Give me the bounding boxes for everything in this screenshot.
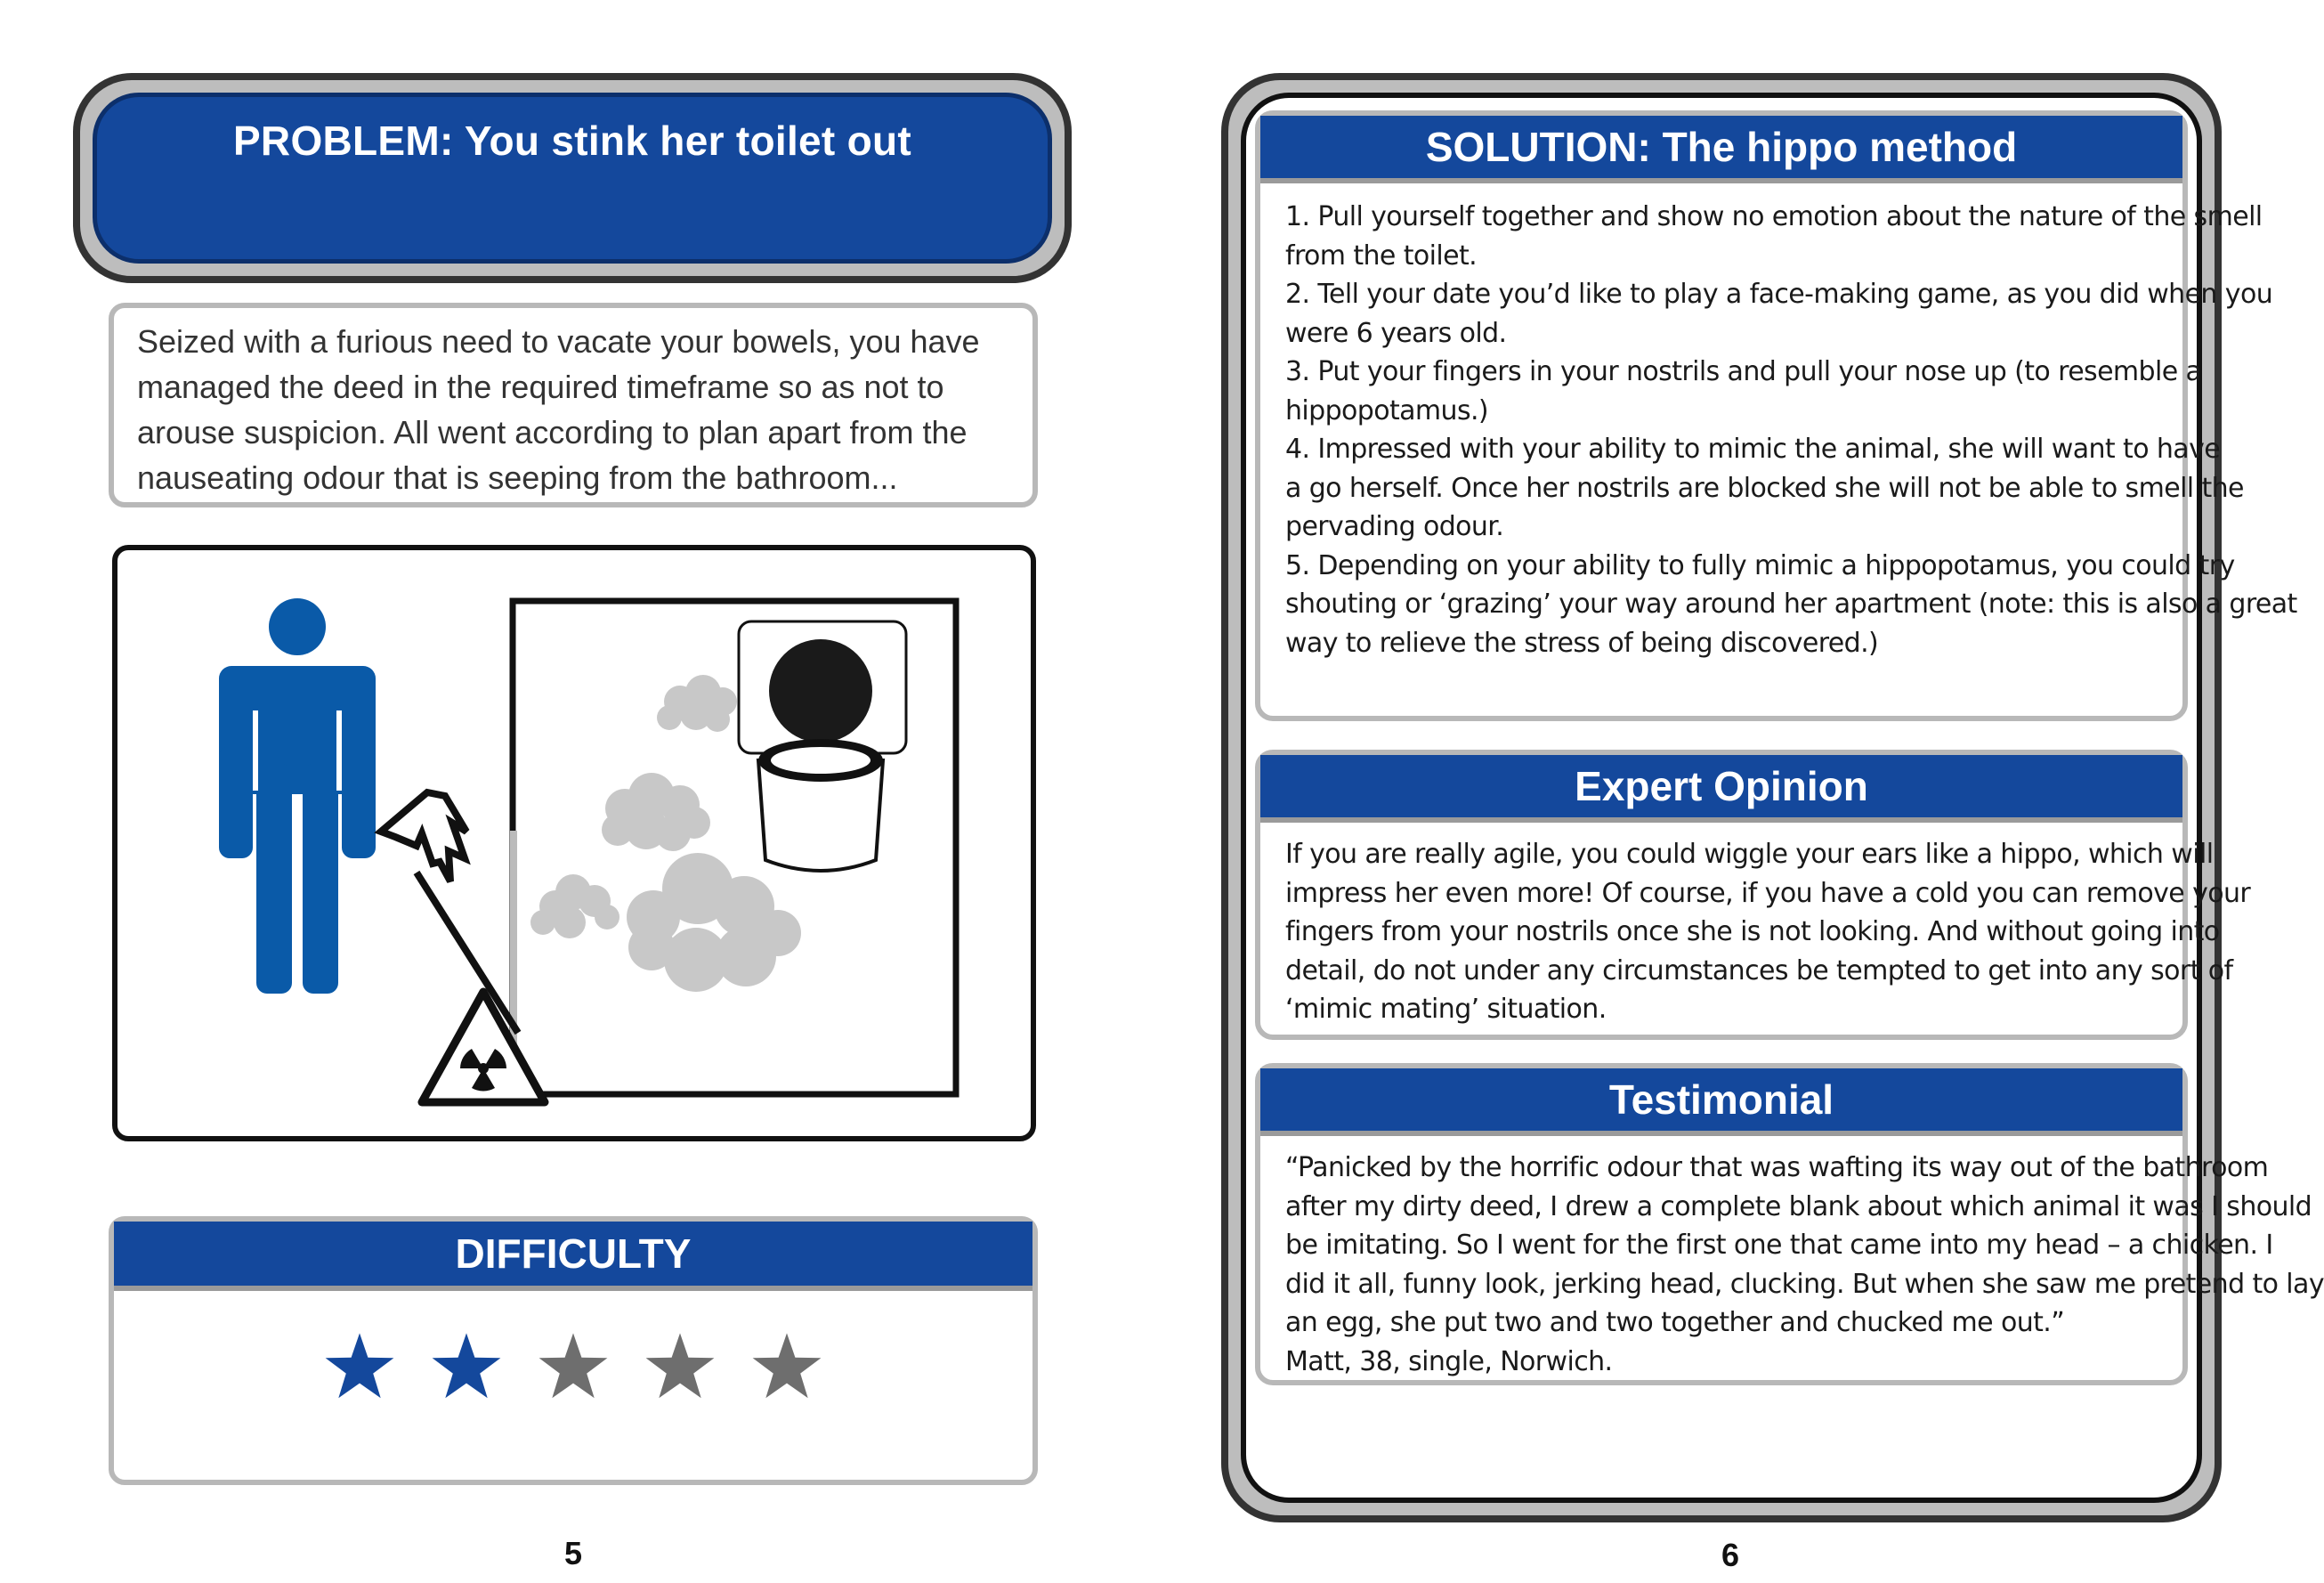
testimonial-line: did it all, funny look, jerking head, clucking. But when she saw me pretend to lay	[1285, 1268, 2324, 1300]
testimonial-line: an egg, she put two and two together and chucked me out.”	[1285, 1307, 2065, 1338]
solution-line: 2. Tell your date you’d like to play a face-making game, as you did when you	[1285, 279, 2273, 310]
solution-line: a go herself. Once her nostrils are blocked she will not be able to smell the	[1285, 472, 2244, 504]
expert-line: ‘mimic mating’ situation.	[1285, 994, 1607, 1025]
difficulty-rating	[114, 1330, 1032, 1405]
problem-title: PROBLEM: You stink her toilet out	[232, 118, 912, 164]
star-filled-icon	[429, 1330, 504, 1405]
intro-line: arouse suspicion. All went according to plan apart from the	[137, 414, 968, 451]
expert-line: impress her even more! Of course, if you have a cold you can remove your	[1285, 877, 2251, 909]
difficulty-title: DIFFICULTY	[455, 1230, 692, 1277]
illustration	[117, 550, 1031, 1136]
testimonial-text	[1285, 1149, 2324, 1381]
smell-cloud-icon	[530, 874, 619, 938]
solution-line: 3. Put your fingers in your nostrils and pull your nose up (to resemble a	[1285, 356, 2202, 387]
solution-line: from the toilet.	[1285, 239, 1478, 272]
solution-line: were 6 years old.	[1285, 317, 1507, 349]
expert-line: detail, do not under any circumstances be tempted to get into any sort of	[1285, 954, 2233, 986]
testimonial-line: “Panicked by the horrific odour that was wafting its way out of the bathroom	[1285, 1152, 2269, 1183]
intro-box	[109, 303, 1038, 507]
testimonial-title: Testimonial	[1608, 1076, 1834, 1123]
solution-line: shouting or ‘grazing’ your way around her apartment (note: this is also a great	[1285, 589, 2297, 620]
solution-line: way to relieve the stress of being discovered.)	[1285, 627, 1879, 659]
intro-text	[137, 319, 1009, 500]
intro-line: nauseating odour that is seeping from the bathroom...	[137, 459, 898, 496]
expert-opinion-header	[1260, 755, 2182, 823]
expert-opinion-title: Expert Opinion	[1575, 763, 1868, 809]
intro-line: managed the deed in the required timeframe so as not to	[137, 369, 944, 405]
illustration-box	[112, 545, 1036, 1141]
solution-line: 1. Pull yourself together and show no emotion about the nature of the smell	[1285, 201, 2263, 232]
solution-text	[1285, 198, 2297, 662]
testimonial-header	[1260, 1068, 2182, 1136]
arrow-icon	[381, 792, 518, 1033]
radiation-warning-icon	[422, 992, 545, 1102]
star-empty-icon	[536, 1330, 611, 1405]
difficulty-box	[109, 1216, 1038, 1485]
problem-banner-inner	[93, 93, 1052, 264]
page-number-right: 6	[1721, 1537, 1740, 1573]
solution-line: pervading odour.	[1285, 511, 1504, 542]
testimonial-line: be imitating. So I went for the first one that came into my head – a chicken. I	[1285, 1230, 2273, 1261]
smell-cloud-icon	[657, 675, 737, 732]
intro-line: Seized with a furious need to vacate your bowels, you have	[137, 323, 980, 360]
star-filled-icon	[322, 1330, 397, 1405]
page-number-left: 5	[563, 1535, 583, 1571]
smell-cloud-icon	[627, 853, 801, 992]
toilet-icon	[739, 621, 906, 871]
testimonial-card	[1255, 1063, 2324, 1385]
star-empty-icon	[643, 1330, 717, 1405]
expert-line: If you are really agile, you could wiggle your ears like a hippo, which will	[1285, 839, 2214, 870]
testimonial-line: Matt, 38, single, Norwich.	[1285, 1345, 1613, 1377]
expert-opinion-text	[1285, 835, 2251, 1029]
difficulty-header	[114, 1222, 1032, 1291]
solution-card	[1255, 110, 2297, 721]
solution-header	[1260, 116, 2182, 183]
testimonial-line: after my dirty deed, I drew a complete blank about which animal it was I should	[1285, 1190, 2312, 1222]
problem-banner	[73, 73, 1072, 283]
solution-line: 4. Impressed with your ability to mimic the animal, she will want to have	[1285, 434, 2221, 465]
expert-line: fingers from your nostrils once she is not looking. And without going into	[1285, 916, 2220, 947]
solution-line: hippopotamus.)	[1285, 394, 1489, 426]
smell-cloud-icon	[602, 773, 710, 851]
star-empty-icon	[749, 1330, 824, 1405]
expert-opinion-card	[1255, 750, 2251, 1040]
solution-title: SOLUTION: The hippo method	[1425, 124, 2018, 170]
solution-line: 5. Depending on your ability to fully mimic a hippopotamus, you could try	[1285, 549, 2235, 581]
